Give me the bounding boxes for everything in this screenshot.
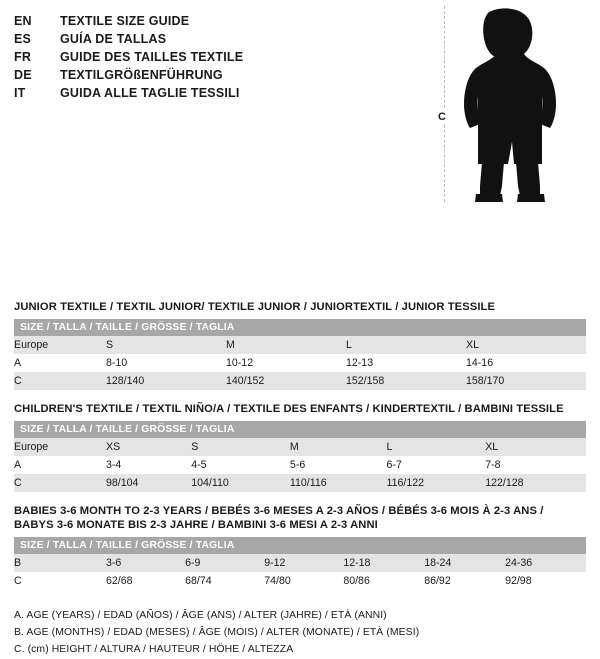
cell: 10-12 <box>226 354 346 372</box>
table-row <box>14 572 586 590</box>
table-band-row <box>14 421 586 438</box>
toddler-silhouette-icon <box>456 8 566 204</box>
language-row-en <box>14 14 444 28</box>
row-label: C <box>14 372 106 390</box>
section-childrens-textile <box>14 402 586 492</box>
cell: M <box>226 336 346 354</box>
cell: 116/122 <box>387 474 486 492</box>
cell: 86/92 <box>424 572 505 590</box>
cell: 74/80 <box>264 572 343 590</box>
cell: 12-13 <box>346 354 466 372</box>
cell: 24-36 <box>505 554 586 572</box>
size-table-junior <box>14 319 586 390</box>
language-title: TEXTILE SIZE GUIDE <box>60 14 190 28</box>
measure-guide-line <box>444 6 445 202</box>
language-title: GUIDE DES TAILLES TEXTILE <box>60 50 244 64</box>
table-band-label: SIZE / TALLA / TAILLE / GRÖSSE / TAGLIA <box>14 537 586 554</box>
table-row <box>14 456 586 474</box>
table-band-label: SIZE / TALLA / TAILLE / GRÖSSE / TAGLIA <box>14 421 586 438</box>
row-label: C <box>14 474 106 492</box>
row-label: B <box>14 554 106 572</box>
section-babies-textile <box>14 504 586 591</box>
language-code: DE <box>14 68 32 82</box>
table-band-row <box>14 537 586 554</box>
cell: 4-5 <box>191 456 290 474</box>
table-row <box>14 372 586 390</box>
footnotes <box>14 608 586 659</box>
cell: 5-6 <box>290 456 387 474</box>
language-title: GUIDA ALLE TAGLIE TESSILI <box>60 86 240 100</box>
cell: S <box>191 438 290 456</box>
row-label: Europe <box>14 336 106 354</box>
cell: S <box>106 336 226 354</box>
cell: 128/140 <box>106 372 226 390</box>
cell: L <box>346 336 466 354</box>
cell: L <box>387 438 486 456</box>
cell: 6-9 <box>185 554 264 572</box>
section-title: CHILDREN'S TEXTILE / TEXTIL NIÑO/A / TEXTILE DES ENFANTS / KINDERTEXTIL / BAMBINI TESSILE <box>14 402 564 415</box>
cell: 14-16 <box>466 354 586 372</box>
cell: 62/68 <box>106 572 185 590</box>
cell: 12-18 <box>343 554 424 572</box>
cell: 3-4 <box>106 456 191 474</box>
row-label: A <box>14 456 106 474</box>
language-row-de <box>14 68 444 82</box>
cell: 98/104 <box>106 474 191 492</box>
table-band-label: SIZE / TALLA / TAILLE / GRÖSSE / TAGLIA <box>14 319 586 336</box>
cell: 9-12 <box>264 554 343 572</box>
language-code: ES <box>14 32 32 46</box>
row-label: Europe <box>14 438 106 456</box>
cell: 122/128 <box>485 474 586 492</box>
size-table-children <box>14 421 586 492</box>
table-row <box>14 554 586 572</box>
language-title: GUÍA DE TALLAS <box>60 32 167 46</box>
cell: 104/110 <box>191 474 290 492</box>
row-label: A <box>14 354 106 372</box>
section-title: BABIES 3-6 MONTH TO 2-3 YEARS / BEBÉS 3-6 MESES A 2-3 AÑOS / BÉBÉS 3-6 MOIS À 2-3 ANS / BABYS 3-6 MONATE BIS 2-3 JAHRE / BAMBINI 3-6 MESI A 2-3 ANNI <box>14 504 544 532</box>
table-row <box>14 336 586 354</box>
section-junior-textile <box>14 300 586 390</box>
language-title: TEXTILGRÖßENFÜHRUNG <box>60 68 223 82</box>
cell: 152/158 <box>346 372 466 390</box>
cell: 92/98 <box>505 572 586 590</box>
cell: XS <box>106 438 191 456</box>
footnote-a: A. AGE (YEARS) / EDAD (AÑOS) / ÂGE (ANS) / ALTER (JAHRE) / ETÀ (ANNI) <box>14 610 387 622</box>
cell: 80/86 <box>343 572 424 590</box>
row-label: C <box>14 572 106 590</box>
cell: 140/152 <box>226 372 346 390</box>
cell: 158/170 <box>466 372 586 390</box>
language-row-es <box>14 32 444 46</box>
table-band-row <box>14 319 586 336</box>
language-code: FR <box>14 50 32 64</box>
cell: 110/116 <box>290 474 387 492</box>
cell: M <box>290 438 387 456</box>
footnote-c: C. (cm) HEIGHT / ALTURA / HAUTEUR / HÖHE / ALTEZZA <box>14 643 294 655</box>
language-row-fr <box>14 50 444 64</box>
cell: XL <box>466 336 586 354</box>
cell: 7-8 <box>485 456 586 474</box>
section-title: JUNIOR TEXTILE / TEXTIL JUNIOR/ TEXTILE JUNIOR / JUNIORTEXTIL / JUNIOR TESSILE <box>14 301 496 313</box>
cell: 3-6 <box>106 554 185 572</box>
footnote-b: B. AGE (MONTHS) / EDAD (MESES) / ÂGE (MOIS) / ALTER (MONATE) / ETÀ (MESI) <box>14 626 420 638</box>
sections-container <box>14 300 586 659</box>
language-code: IT <box>14 86 26 100</box>
height-measure-figure <box>428 6 578 206</box>
size-table-babies <box>14 537 586 590</box>
language-header <box>14 14 444 100</box>
table-row <box>14 354 586 372</box>
cell: 18-24 <box>424 554 505 572</box>
cell: 6-7 <box>387 456 486 474</box>
table-row <box>14 474 586 492</box>
cell: 8-10 <box>106 354 226 372</box>
table-row <box>14 438 586 456</box>
cell: 68/74 <box>185 572 264 590</box>
cell: XL <box>485 438 586 456</box>
language-code: EN <box>14 14 32 28</box>
measure-label-c: C <box>438 111 446 123</box>
language-row-it <box>14 86 444 100</box>
